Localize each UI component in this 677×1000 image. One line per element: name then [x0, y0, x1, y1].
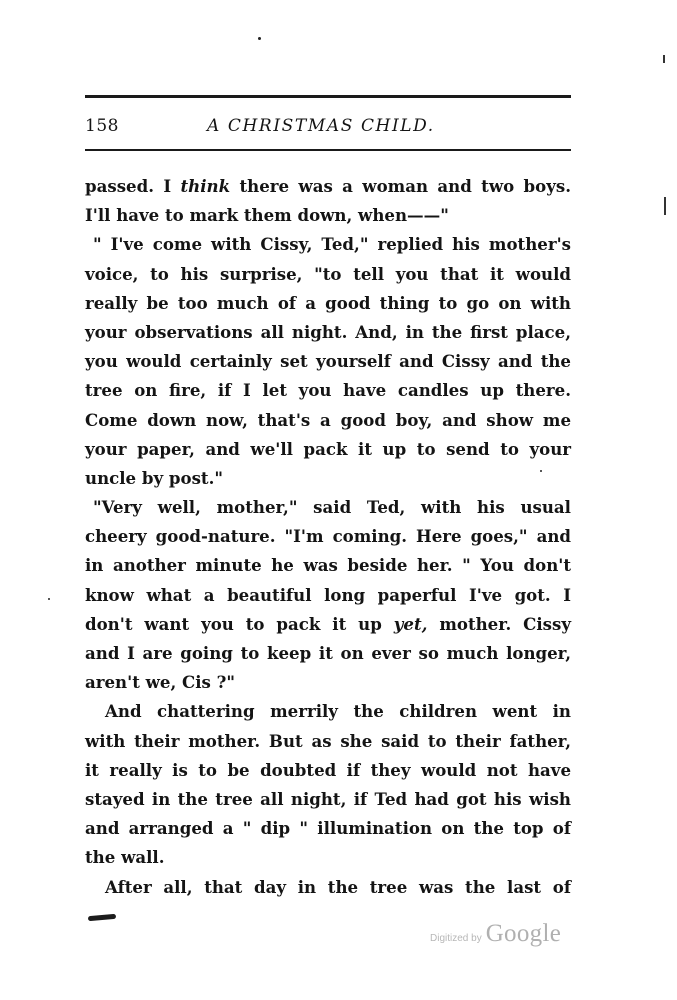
digitized-watermark [430, 920, 561, 952]
text-line: your paper, and we'll pack it up to send to your [85, 438, 571, 459]
text-line: I'll have to mark them down, when——" [85, 205, 449, 226]
header-rule-bottom [85, 149, 571, 151]
text-line: passed. I think there was a woman and two boys. [85, 176, 571, 196]
ink-smudge [88, 914, 116, 921]
text-line: don't want you to pack it up yet, mother. Cissy [85, 613, 571, 634]
text-line: really be too much of a good thing to go on with [85, 292, 571, 313]
google-wordmark: Google [485, 920, 562, 947]
text-line: the wall. [85, 847, 165, 868]
scan-speck [258, 37, 261, 40]
scan-edge-mark [663, 55, 665, 63]
running-head [85, 113, 571, 139]
text-line: in another minute he was beside her. " You don't [85, 555, 571, 576]
text-line: uncle by post." [85, 467, 223, 488]
body-text [85, 172, 571, 902]
text-line: know what a beautiful long paperful I've got. I [85, 584, 571, 605]
text-line: aren't we, Cis ?" [85, 672, 236, 693]
text-line: "Very well, mother," said Ted, with his usual [93, 497, 571, 518]
text-line: And chattering merrily the children went in [105, 701, 571, 722]
text-line: you would certainly set yourself and Cissy and the [85, 351, 571, 372]
scan-speck [48, 598, 50, 600]
italic-emphasis: yet, [393, 613, 428, 634]
text-line: voice, to his surprise, "to tell you that it would [85, 263, 571, 284]
header-rule-top [85, 95, 571, 98]
text-line: with their mother. But as she said to their father, [85, 730, 571, 751]
digitized-by-label: Digitized by [430, 933, 482, 944]
text-line: tree on fire, if I let you have candles up there. [85, 380, 571, 401]
text-line: cheery good-nature. "I'm coming. Here goes," and [85, 526, 571, 547]
text-line: it really is to be doubted if they would not have [85, 759, 571, 780]
text-line: " I've come with Cissy, Ted," replied his mother's [93, 234, 571, 255]
text-line: After all, that day in the tree was the last of [105, 876, 571, 897]
scan-speck [540, 470, 542, 472]
running-title: A CHRISTMAS CHILD. [207, 116, 435, 136]
text-line: and I are going to keep it on ever so much longer, [85, 643, 571, 663]
text-line: your observations all night. And, in the first place, [85, 321, 571, 342]
text-line: stayed in the tree all night, if Ted had got his wish [85, 788, 571, 809]
text-line: and arranged a " dip " illumination on the top of [85, 818, 571, 839]
italic-emphasis: think [180, 176, 231, 196]
page-number: 158 [85, 116, 119, 136]
scan-edge-mark [664, 197, 666, 215]
text-line: Come down now, that's a good boy, and show me [85, 409, 571, 430]
